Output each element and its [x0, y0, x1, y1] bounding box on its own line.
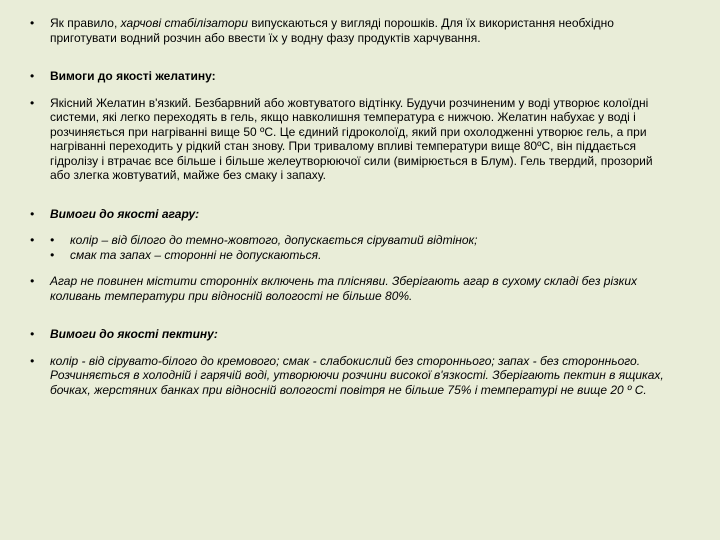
- sub-bullet-icon: •: [50, 233, 55, 247]
- agar-heading-item: [30, 207, 664, 222]
- bullet-icon: •: [30, 16, 35, 30]
- gelatin-description: Якісний Желатин в'язкий. Безбарвний або жовтуватого відтінку. Будучи розчиненим у воді утворює колоїдні системи, які легко переходять в гель, якщо навколишня температура є нижчою. Желатин набухає у воді і розчиняється при нагріванні вище 50 ºС. Це єдиний гідроколоїд, який при охолодженні утворює гель, а при нагріванні переходить у рідкий стан знову. При тривалому впливі температури вище 80ºС, він піддається гідролізу і втрачає все більше і більше желеутворюючої сили (вимірюється в Блум). Гель твердий, прозорий або злегка жовтуватий, майже без смаку і запаху.: [50, 95, 653, 182]
- agar-sub-list-item: [30, 233, 664, 262]
- bullet-icon: •: [30, 353, 35, 368]
- gelatin-heading-item: [30, 69, 664, 84]
- bullet-icon: •: [30, 69, 35, 83]
- sub-bullet-icon: •: [50, 247, 55, 262]
- pectin-description-item: [30, 354, 664, 398]
- agar-taste: смак та запах – сторонні не допускаються.: [70, 247, 322, 262]
- stabilizers-text-end: випускаються у вигляді порошків. Для їх використання необхідно приготувати водний розчин або ввести їх у водну фазу продуктів харчування.: [50, 16, 614, 45]
- agar-color: колір – від білого до темно-жовтого, допускається сіруватий відтінок;: [70, 233, 478, 247]
- bullet-icon: •: [30, 327, 35, 341]
- pectin-heading: Вимоги до якості пектину:: [50, 327, 218, 341]
- gelatin-description-item: [30, 96, 664, 183]
- agar-storage: Агар не повинен містити сторонніх включень та плісняви. Зберігають агар в сухому складі без різких коливань температури при відносній вологості не більше 80%.: [50, 274, 638, 303]
- gelatin-heading: Вимоги до якості желатину:: [50, 69, 216, 83]
- paragraph-stabilizers: [30, 16, 664, 45]
- agar-storage-item: [30, 274, 664, 303]
- bullet-icon: •: [30, 233, 35, 247]
- agar-sub-item: [50, 248, 664, 263]
- stabilizers-text-start: Як правило,: [50, 16, 121, 30]
- pectin-heading-item: [30, 327, 664, 342]
- stabilizers-text: [50, 16, 664, 45]
- agar-sub-item: [50, 233, 664, 248]
- bullet-icon: •: [30, 274, 35, 288]
- pectin-description: колір - від сірувато-білого до кремового; смак - слабокислий без стороннього; запах - без стороннього. Розчиняється в холодній і гарячій воді, утворюючи розчини високої в'язкості. Зберігають пектин в ящиках, бочках, жерстяних банках при відносній вологості повітря не більше 75% і температурі не вище 20 º С.: [50, 353, 664, 397]
- agar-heading: Вимоги до якості агару:: [50, 206, 200, 221]
- bullet-icon: •: [30, 206, 35, 221]
- bullet-icon: •: [30, 95, 35, 110]
- stabilizers-emphasis: харчові стабілізатори: [120, 16, 248, 30]
